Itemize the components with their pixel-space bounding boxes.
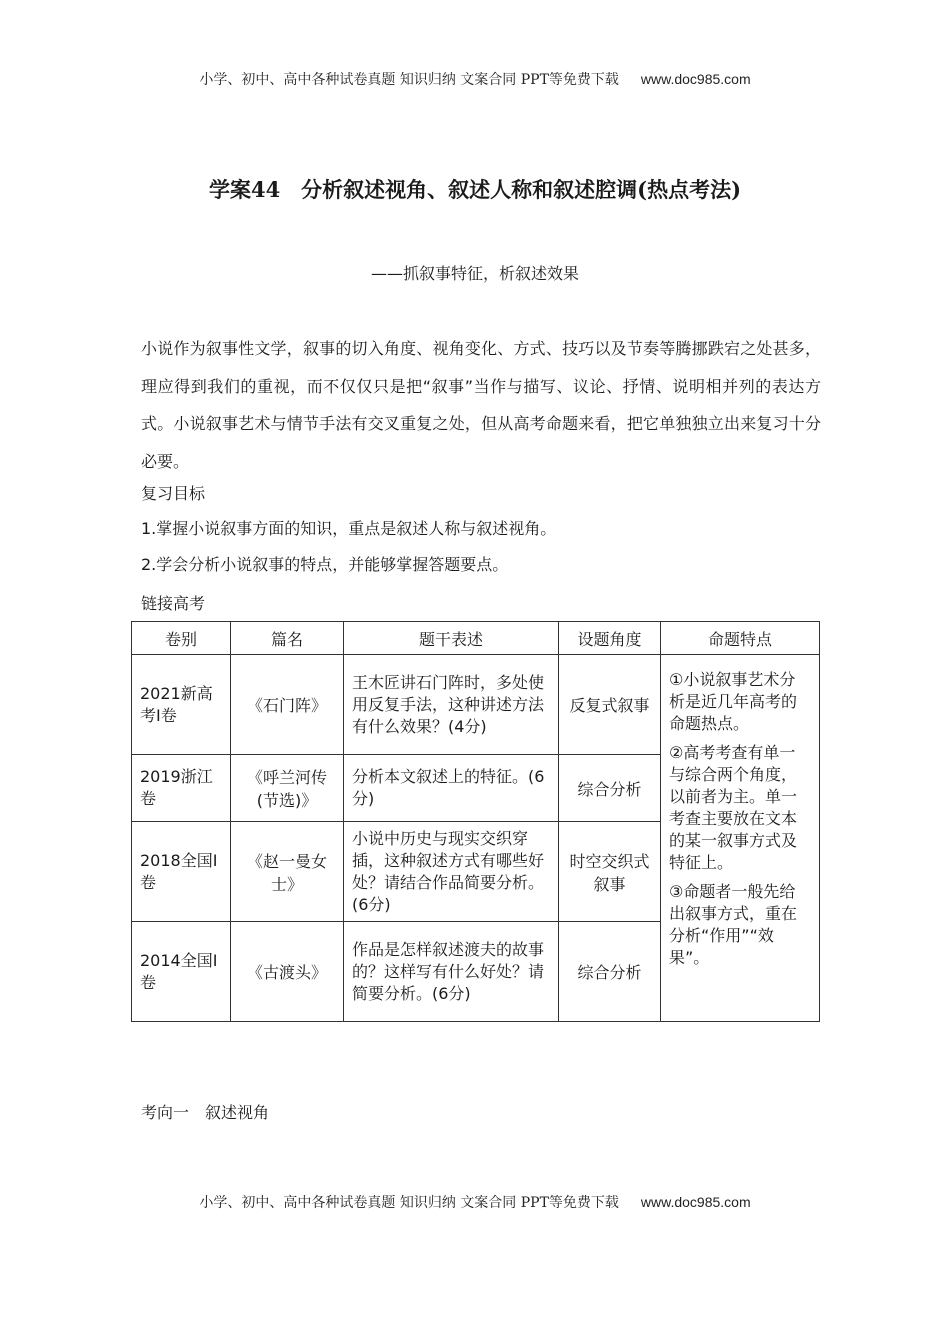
header-text: 小学、初中、高中各种试卷真题 知识归纳 文案合同 PPT等免费下载 <box>199 72 619 88</box>
table-header-row <box>132 622 820 655</box>
column-header: 卷别 <box>132 622 231 655</box>
features-cell <box>661 655 820 1022</box>
footer-text: 小学、初中、高中各种试卷真题 知识归纳 文案合同 PPT等免费下载 <box>199 1195 619 1211</box>
goals-heading: 复习目标 <box>141 484 206 503</box>
goal-item: 2.学会分析小说叙事的特点，并能够掌握答题要点。 <box>141 555 509 574</box>
link-heading: 链接高考 <box>141 594 206 613</box>
goal-item: 1.掌握小说叙事方面的知识，重点是叙述人称与叙述视角。 <box>141 519 557 538</box>
work-title-cell: 《呼兰河传(节选)》 <box>231 755 344 822</box>
work-title-cell: 《石门阵》 <box>231 655 344 755</box>
column-header: 设题角度 <box>559 622 661 655</box>
feature-item: ②高考考查有单一与综合两个角度，以前者为主。单一考查主要放在文本的某一叙事方式及特征上。 <box>669 743 798 872</box>
paper-cell: 2019浙江卷 <box>132 755 231 822</box>
work-title-cell: 《古渡头》 <box>231 922 344 1022</box>
angle-cell: 反复式叙事 <box>559 655 661 755</box>
document-title: 学案44 分析叙述视角、叙述人称和叙述腔调(热点考法) <box>208 177 742 202</box>
feature-item: ③命题者一般先给出叙事方式，重在分析“作用”“效果”。 <box>669 882 798 967</box>
page-footer <box>0 1192 950 1212</box>
table-row <box>132 655 820 755</box>
question-cell: 分析本文叙述上的特征。(6分) <box>344 755 559 822</box>
footer-site-link[interactable]: www.doc985.com <box>640 1194 751 1210</box>
page-header <box>0 69 950 89</box>
angle-cell: 综合分析 <box>559 755 661 822</box>
column-header: 篇名 <box>231 622 344 655</box>
question-cell: 小说中历史与现实交织穿插，这种叙述方式有哪些好处？请结合作品简要分析。(6分) <box>344 822 559 922</box>
paper-cell: 2021新高考Ⅰ卷 <box>132 655 231 755</box>
column-header: 题干表述 <box>344 622 559 655</box>
question-cell: 王木匠讲石门阵时，多处使用反复手法，这种讲述方法有什么效果？(4分) <box>344 655 559 755</box>
angle-cell: 综合分析 <box>559 922 661 1022</box>
feature-item: ①小说叙事艺术分析是近几年高考的命题热点。 <box>669 670 798 733</box>
paper-cell: 2018全国Ⅰ卷 <box>132 822 231 922</box>
question-cell: 作品是怎样叙述渡夫的故事的？这样写有什么好处？请简要分析。(6分) <box>344 922 559 1022</box>
work-title-cell: 《赵一曼女士》 <box>231 822 344 922</box>
document-subtitle: ——抓叙事特征，析叙述效果 <box>370 264 579 283</box>
header-site-link[interactable]: www.doc985.com <box>640 71 751 87</box>
section-heading: 考向一 叙述视角 <box>141 1103 270 1122</box>
exam-table <box>131 621 820 1022</box>
paper-cell: 2014全国Ⅰ卷 <box>132 922 231 1022</box>
intro-paragraph: 小说作为叙事性文学，叙事的切入角度、视角变化、方式、技巧以及节奏等腾挪跌宕之处甚多，理应得到我们的重视，而不仅仅只是把“叙事”当作与描写、议论、抒情、说明相并列的表达方式。小说叙事艺术与情节手法有交叉重复之处，但从高考命题来看，把它单独独立出来复习十分必要。 <box>141 339 821 471</box>
angle-cell: 时空交织式叙事 <box>559 822 661 922</box>
column-header: 命题特点 <box>661 622 820 655</box>
